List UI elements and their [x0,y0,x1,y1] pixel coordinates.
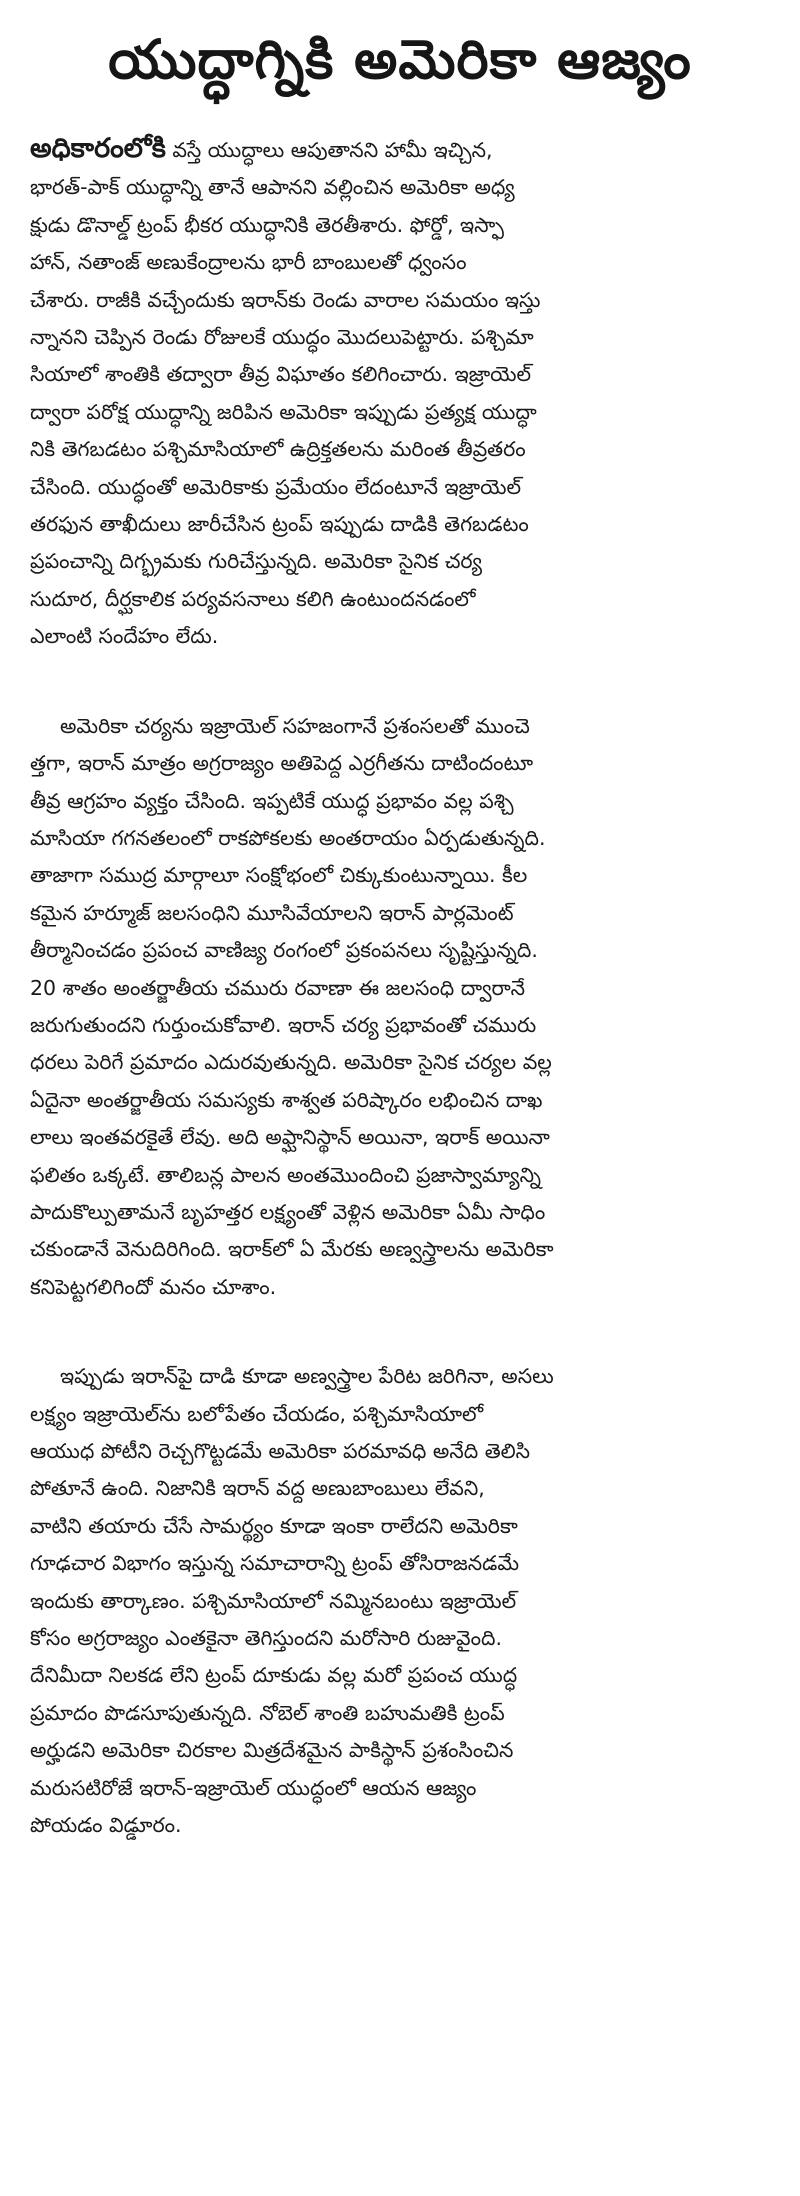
text-line: భారత్-పాక్ యుద్ధాన్ని తానే ఆపానని వల్లించిన అమెరికా అధ్య [30,175,515,200]
text-line: ఇందుకు తార్కాణం. పశ్చిమాసియాలో నమ్మినబంటు ఇజ్రాయెల్ [30,1588,517,1613]
text-line: పాదుకొల్పుతామనే బృహత్తర లక్ష్యంతో వెళ్లిన అమెరికా ఏమీ సాధిం [30,1199,546,1224]
editorial-article [30,130,772,1844]
text-line: కనిపెట్టగలిగిందో మనం చూశాం. [30,1274,277,1299]
text-line: ప్రమాదం పొడసూపుతున్నది. నోబెల్ శాంతి బహుమతికి ట్రంప్ [30,1700,505,1725]
text-line: తీవ్ర ఆగ్రహం వ్యక్తం చేసింది. ఇప్పటికే యుద్ధ ప్రభావం వల్ల పశ్చి [30,788,514,813]
text-line: నికి తెగబడటం పశ్చిమాసియాలో ఉద్రిక్తతలను మరింత తీవ్రతరం [30,437,526,462]
text-line: పోతూనే ఉంది. నిజానికి ఇరాన్ వద్ద అణుబాంబులు లేవని, [30,1476,485,1501]
text-line: ద్వారా పరోక్ష యుద్ధాన్ని జరిపిన అమెరికా ఇప్పుడు ప్రత్యక్ష యుద్ధా [30,399,537,424]
text-line [30,130,772,169]
text-line: ధరలు పెరిగే ప్రమాదం ఎదురవుతున్నది. అమెరికా సైనిక చర్యల వల్ల [30,1050,552,1075]
text-line: క్షుడు డొనాల్డ్ ట్రంప్ భీకర యుద్ధానికి తెరతీశారు. ఫోర్డో, ఇస్ఫా [30,212,504,237]
headline: యుద్ధాగ్నికి అమెరికా ఆజ్యం [108,28,692,91]
text-line: తాజాగా సముద్ర మార్గాలూ సంక్షోభంలో చిక్కుకుంటున్నాయి. కీల [30,863,528,888]
text-line: హాన్, నతాంజ్ అణుకేంద్రాలను భారీ బాంబులతో ధ్వంసం [30,250,467,275]
lead-word: అధికారంలోకి [30,133,166,164]
text-line: తరఫున తాఖీదులు జారీచేసిన ట్రంప్ ఇప్పుడు దాడికి తెగబడటం [30,512,529,537]
text-line: లక్ష్యం ఇజ్రాయెల్‌ను బలోపేతం చేయడం, పశ్చిమాసియాలో [30,1401,484,1426]
text-line: సుదూర, దీర్ఘకాలిక పర్యవసనాలు కలిగి ఉంటుందనడంలో [30,586,476,611]
text-line: ప్రపంచాన్ని దిగ్భ్రమకు గురిచేస్తున్నది. అమెరికా సైనిక చర్య [30,549,482,574]
text-line: ఏదైనా అంతర్జాతీయ సమస్యకు శాశ్వత పరిష్కారం లభించిన దాఖ [30,1087,543,1112]
text-line: జరుగుతుందని గుర్తుంచుకోవాలి. ఇరాన్ చర్య ప్రభావంతో చమురు [30,1012,537,1037]
text-line: 20 శాతం అంతర్జాతీయ చమురు రవాణా ఈ జలసంధి ద్వారానే [30,975,526,1000]
text-line: తీర్మానించడం ప్రపంచ వాణిజ్య రంగంలో ప్రకంపనలు సృష్టిస్తున్నది. [30,938,538,963]
text-line: గూఢచార విభాగం ఇస్తున్న సమాచారాన్ని ట్రంప్ తోసిరాజనడమే [30,1551,520,1576]
text-line: న్నానని చెప్పిన రెండు రోజులకే యుద్ధం మొదలుపెట్టారు. పశ్చిమా [30,325,534,350]
text-line: కమైన హర్మూజ్ జలసంధిని మూసివేయాలని ఇరాన్ పార్లమెంట్ [30,900,514,925]
text-line: అమెరికా చర్యను ఇజ్రాయెల్ సహజంగానే ప్రశంసలతో ముంచె [60,713,530,738]
text-line: ఇప్పుడు ఇరాన్‌పై దాడి కూడా అణ్వస్త్రాల పేరిట జరిగినా, అసలు [60,1364,554,1389]
text-line: సియాలో శాంతికి తద్వారా తీవ్ర విఘాతం కలిగించారు. ఇజ్రాయెల్ [30,362,532,387]
text-line: చేసింది. యుద్ధంతో అమెరికాకు ప్రమేయం లేదంటూనే ఇజ్రాయెల్ [30,474,522,499]
text-line: లాలు ఇంతవరకైతే లేవు. అది అఫ్ఘానిస్థాన్ అయినా, ఇరాక్ అయినా [30,1125,550,1150]
text-line: ఎలాంటి సందేహం లేదు. [30,624,219,649]
text-line: పోయడం విడ్డూరం. [30,1813,182,1838]
paragraph-1 [30,130,772,656]
text-line: మరుసటిరోజే ఇరాన్-ఇజ్రాయెల్ యుద్ధంలో ఆయన ఆజ్యం [30,1775,477,1800]
text-line: చేశారు. రాజీకి వచ్చేందుకు ఇరాన్‌కు రెండు వారాల సమయం ఇస్తు [30,287,541,312]
text-line: వాటిని తయారు చేసే సామర్థ్యం కూడా ఇంకా రాలేదని అమెరికా [30,1513,518,1538]
paragraph-2 [30,708,772,1307]
text-line: కోసం అగ్రరాజ్యం ఎంతకైనా తెగిస్తుందని మరోసారి రుజువైంది. [30,1626,502,1651]
text-line: మాసియా గగనతలంలో రాకపోకలకు అంతరాయం ఏర్పడుతున్నది. [30,825,546,850]
text-line: చకుండానే వెనుదిరిగింది. ఇరాక్‌లో ఏ మేరకు అణ్వస్త్రాలను అమెరికా [30,1237,554,1262]
text-line: త్తగా, ఇరాన్ మాత్రం అగ్రరాజ్యం అతిపెద్ద ఎర్రగీతను దాటిందంటూ [30,751,534,776]
text-line: ఫలితం ఒక్కటే. తాలిబన్ల పాలన అంతమొందించి ప్రజాస్వామ్యాన్ని [30,1162,541,1187]
text-line: ఆయుధ పోటీని రెచ్చగొట్టడమే అమెరికా పరమావధి అనేది తెలిసి [30,1439,531,1463]
text-line: అర్హుడని అమెరికా చిరకాల మిత్రదేశమైన పాకిస్థాన్ ప్రశంసించిన [30,1738,514,1763]
text-line: దేనిమీదా నిలకడ లేని ట్రంప్ దూకుడు వల్ల మరో ప్రపంచ యుద్ధ [30,1663,518,1688]
paragraph-3 [30,1358,772,1844]
text-line-rest: వస్తే యుద్ధాలు ఆపుతానని హామీ ఇచ్చిన, [165,138,493,162]
